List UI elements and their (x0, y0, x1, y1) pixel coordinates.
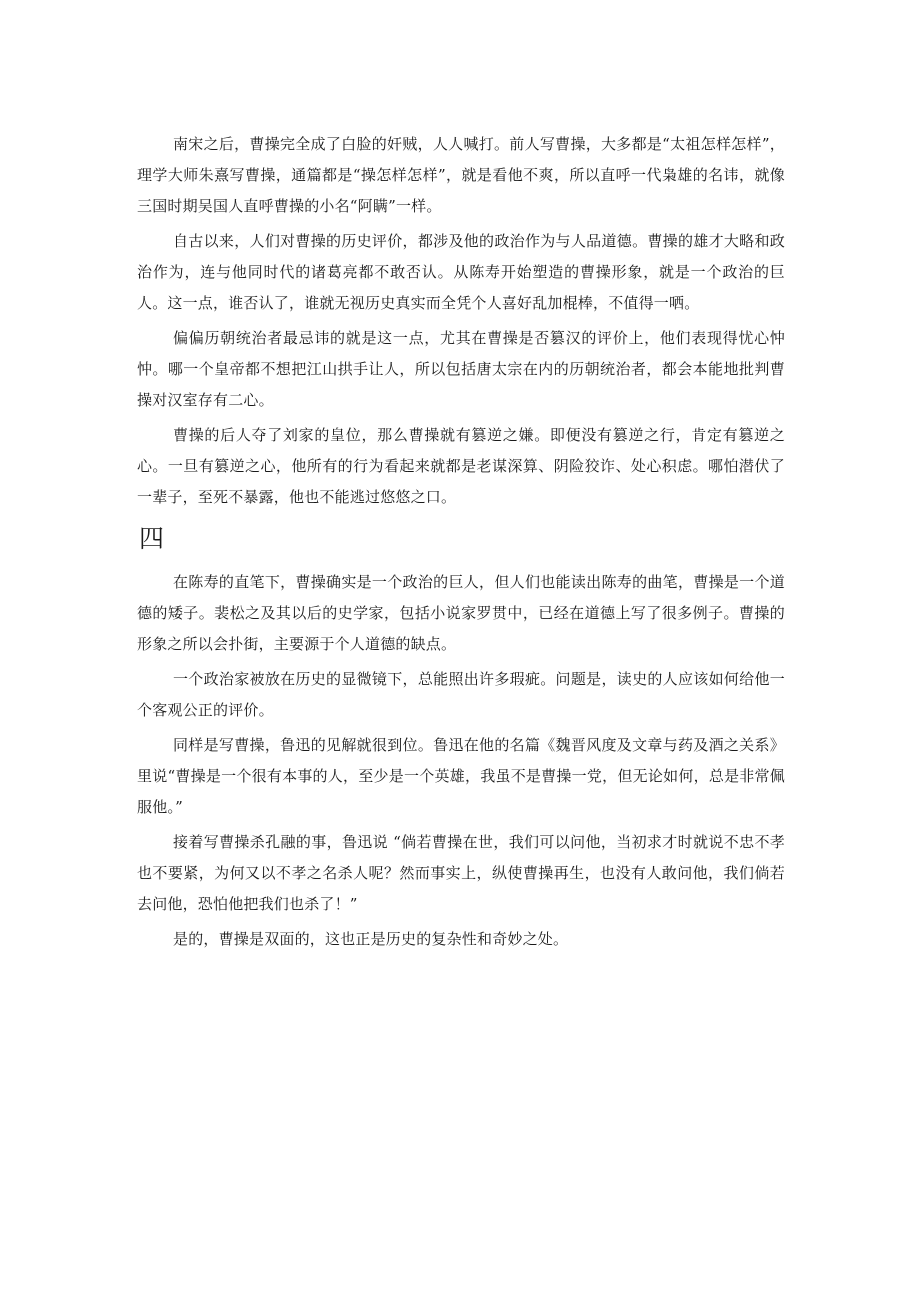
paragraph: 南宋之后，曹操完全成了白脸的奸贼，人人喊打。前人写曹操，大多都是“太祖怎样怎样”，理学大师朱熹写曹操，通篇都是“操怎样怎样”，就是看他不爽，所以直呼一代枭雄的名讳，就像三国时期吴国人直呼曹操的小名“阿瞒”一样。 (137, 135, 785, 215)
paragraph: 是的，曹操是双面的，这也正是历史的复杂性和奇妙之处。 (173, 930, 569, 948)
paragraph: 在陈寿的直笔下，曹操确实是一个政治的巨人，但人们也能读出陈寿的曲笔，曹操是一个道德的矮子。裴松之及其以后的史学家，包括小说家罗贯中，已经在道德上写了很多例子。曹操的形象之所以会扑街，主要源于个人道德的缺点。 (137, 573, 785, 653)
paragraph: 同样是写曹操，鲁迅的见解就很到位。鲁迅在他的名篇《魏晋风度及文章与药及酒之关系》里说“曹操是一个很有本事的人，至少是一个英雄，我虽不是曹操一党，但无论如何，总是非常佩服他。” (137, 736, 785, 816)
paragraph: 曹操的后人夺了刘家的皇位，那么曹操就有篡逆之嫌。即便没有篡逆之行，肯定有篡逆之心。一旦有篡逆之心，他所有的行为看起来就都是老谋深算、阴险狡诈、处心积虑。哪怕潜伏了一辈子，至死不暴露，他也不能逃过悠悠之口。 (137, 426, 785, 506)
document-body (137, 129, 785, 955)
paragraph: 一个政治家被放在历史的显微镜下，总能照出许多瑕疵。问题是，读史的人应该如何给他一个客观公正的评价。 (137, 670, 785, 719)
paragraph: 接着写曹操杀孔融的事，鲁迅说 “倘若曹操在世，我们可以问他，当初求才时就说不忠不孝也不要紧，为何又以不孝之名杀人呢？然而事实上，纵使曹操再生，也没有人敢问他，我们倘若去问他，恐怕他把我们也杀了！” (137, 833, 785, 913)
paragraph: 偏偏历朝统治者最忌讳的就是这一点，尤其在曹操是否篡汉的评价上，他们表现得忧心忡忡。哪一个皇帝都不想把江山拱手让人，所以包括唐太宗在内的历朝统治者，都会本能地批判曹操对汉室存有二心。 (137, 329, 785, 409)
paragraph: 自古以来，人们对曹操的历史评价，都涉及他的政治作为与人品道德。曹操的雄才大略和政治作为，连与他同时代的诸葛亮都不敢否认。从陈寿开始塑造的曹操形象，就是一个政治的巨人。这一点，谁否认了，谁就无视历史真实而全凭个人喜好乱加棍棒，不值得一哂。 (137, 232, 785, 312)
section-heading: 四 (139, 524, 165, 553)
